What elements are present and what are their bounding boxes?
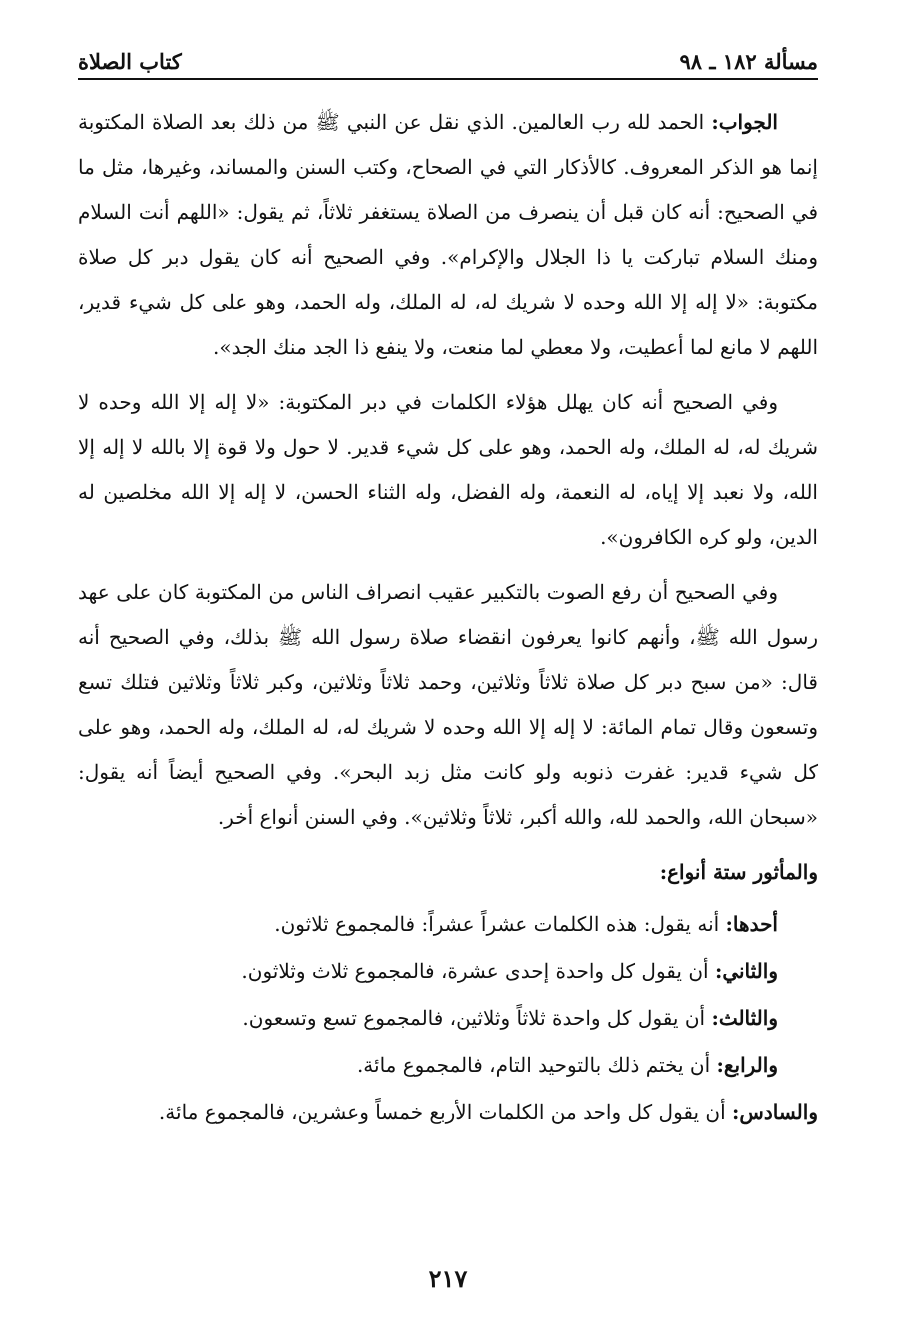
book-page <box>78 0 818 1342</box>
list-item-sixth <box>78 1089 818 1136</box>
list-item-lead: والرابع: <box>716 1053 778 1077</box>
list-item-lead: والثاني: <box>714 959 778 983</box>
answer-lead: الجواب: <box>711 110 778 134</box>
header-section-title: مسألة ١٨٢ ـ ٩٨ <box>679 49 818 74</box>
list-item-fourth <box>78 1042 818 1089</box>
tahlil-paragraph <box>78 380 818 560</box>
list-item-text: أن يقول كل واحدة ثلاثاً وثلاثين، فالمجموع تسع وتسعون. <box>242 1006 712 1030</box>
tahlil-text: وفي الصحيح أنه كان يهلل هؤلاء الكلمات في دبر المكتوبة: «لا إله إلا الله وحده لا شريك له، له الملك، وله الحمد، وهو على كل شيء قدير. لا حول ولا قوة إلا بالله لا إله إلا الله، ولا نعبد إلا إياه، له النعمة، وله الفضل، وله الثناء الحسن، لا إله إلا الله مخلصين له الدين، ولو كره الكافرون». <box>78 390 818 549</box>
list-item-text: أن يختم ذلك بالتوحيد التام، فالمجموع مائة. <box>356 1053 717 1077</box>
header-rule <box>78 78 818 80</box>
running-header <box>78 40 818 74</box>
answer-paragraph <box>78 100 818 370</box>
page-body <box>78 100 818 1136</box>
list-item-first <box>78 901 818 948</box>
takbir-text: وفي الصحيح أن رفع الصوت بالتكبير عقيب انصراف الناس من المكتوبة كان على عهد رسول الله ﷺ، وأنهم كانوا يعرفون انقضاء صلاة رسول الله ﷺ بذلك، وفي الصحيح أنه قال: «من سبح دبر كل صلاة ثلاثاً وثلاثين، وحمد ثلاثاً وثلاثين، وكبر ثلاثاً وثلاثين فتلك تسع وتسعون وقال تمام المائة: لا إله إلا الله وحده لا شريك له، له الملك، وله الحمد، وهو على كل شيء قدير: غفرت ذنوبه ولو كانت مثل زبد البحر». وفي الصحيح أيضاً أنه يقول: «سبحان الله، والحمد لله، والله أكبر، ثلاثاً وثلاثين». وفي السنن أنواع أخر. <box>78 580 818 829</box>
takbir-paragraph <box>78 570 818 840</box>
list-item-third <box>78 995 818 1042</box>
types-heading: والمأثور ستة أنواع: <box>659 860 818 884</box>
list-item-lead: أحدها: <box>725 912 778 936</box>
list-item-lead: والسادس: <box>732 1100 818 1124</box>
list-item-text: أنه يقول: هذه الكلمات عشراً عشراً: فالمجموع ثلاثون. <box>274 912 726 936</box>
list-item-lead: والثالث: <box>711 1006 778 1030</box>
list-item-text: أن يقول كل واحد من الكلمات الأربع خمساً وعشرين، فالمجموع مائة. <box>158 1100 733 1124</box>
list-item-second <box>78 948 818 995</box>
list-item-text: أن يقول كل واحدة إحدى عشرة، فالمجموع ثلاث وثلاثون. <box>241 959 715 983</box>
answer-text: الحمد لله رب العالمين. الذي نقل عن النبي ﷺ من ذلك بعد الصلاة المكتوبة إنما هو الذكر المعروف. كالأذكار التي في الصحاح، وكتب السنن والمساند، وغيرها، مثل ما في الصحيح: أنه كان قبل أن ينصرف من الصلاة يستغفر ثلاثاً، ثم يقول: «اللهم أنت السلام ومنك السلام تباركت يا ذا الجلال والإكرام». وفي الصحيح أنه كان يقول دبر كل صلاة مكتوبة: «لا إله إلا الله وحده لا شريك له، له الملك، وله الحمد، وهو على كل شيء قدير، اللهم لا مانع لما أعطيت، ولا معطي لما منعت، ولا ينفع ذا الجد منك الجد». <box>78 110 818 359</box>
types-list <box>78 901 818 1136</box>
page-number: ٢١٧ <box>428 1264 468 1293</box>
header-chapter-title: كتاب الصلاة <box>78 49 182 74</box>
